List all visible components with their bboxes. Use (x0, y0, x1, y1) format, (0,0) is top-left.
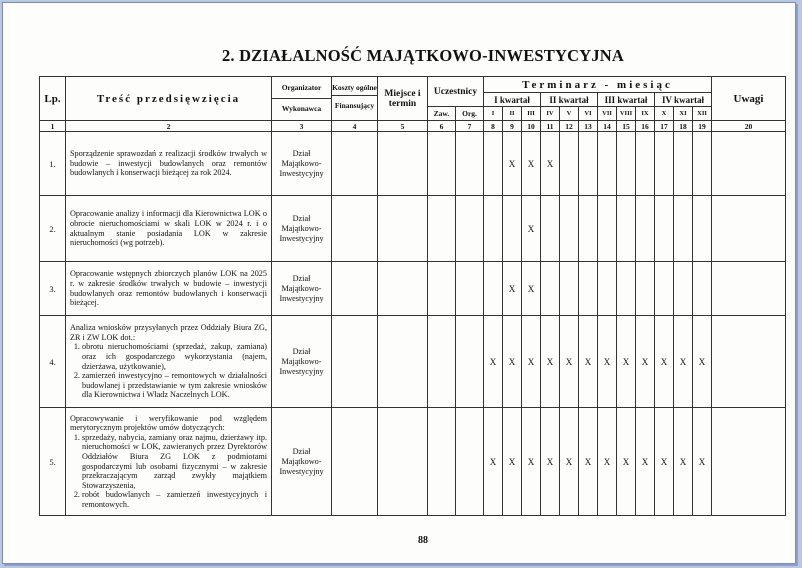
header-kwartal-3: III kwartał (598, 93, 655, 107)
row-org (456, 316, 484, 408)
month-mark: X (522, 316, 541, 408)
row-koszty (332, 408, 378, 516)
column-number: 5 (378, 121, 428, 132)
row-zaw (428, 408, 456, 516)
month-mark (598, 132, 617, 196)
month-mark: X (655, 408, 674, 516)
header-month: IX (636, 107, 655, 121)
header-month: II (503, 107, 522, 121)
month-mark (636, 132, 655, 196)
month-mark: X (503, 316, 522, 408)
month-mark (674, 132, 693, 196)
month-mark: X (636, 316, 655, 408)
column-number: 4 (332, 121, 378, 132)
header-organizator: Organizator (281, 83, 322, 92)
month-mark: X (541, 132, 560, 196)
row-number: 5. (40, 408, 66, 516)
row-miejsce (378, 262, 428, 316)
column-number: 12 (560, 121, 579, 132)
header-kwartal-4: IV kwartał (655, 93, 712, 107)
month-mark: X (541, 316, 560, 408)
description-list-item: 1. obrotu nieruchomościami (sprzedaż, zakup, zamiana) oraz ich gospodarczego wykorzystania (najem, dzierżawa, użytkowanie), (82, 342, 267, 371)
month-mark: X (560, 316, 579, 408)
month-mark (579, 132, 598, 196)
month-mark (579, 196, 598, 262)
row-koszty (332, 262, 378, 316)
column-number: 15 (617, 121, 636, 132)
header-month: VII (598, 107, 617, 121)
month-mark: X (503, 262, 522, 316)
row-org (456, 196, 484, 262)
header-zaw: Zaw. (428, 107, 456, 121)
header-kwartal-1: I kwartał (484, 93, 541, 107)
header-month: VIII (617, 107, 636, 121)
month-mark (560, 132, 579, 196)
month-mark: X (522, 262, 541, 316)
month-mark: X (598, 408, 617, 516)
row-zaw (428, 262, 456, 316)
month-mark (484, 196, 503, 262)
plan-table (39, 76, 786, 516)
row-koszty (332, 316, 378, 408)
row-miejsce (378, 408, 428, 516)
header-month: XI (674, 107, 693, 121)
month-mark (560, 196, 579, 262)
header-kwartal-2: II kwartał (541, 93, 598, 107)
month-mark: X (617, 316, 636, 408)
header-month: XII (693, 107, 712, 121)
description-intro: Opracowanie wstępnych zbiorczych planów LOK na 2025 r. w zakresie środków trwałych w budowie – inwestycji budowlanych oraz remontów budowlanych i konserwacji bieżącej. (70, 269, 267, 308)
row-zaw (428, 132, 456, 196)
header-tresc: Treść przedsięwzięcia (66, 77, 272, 121)
month-mark (674, 196, 693, 262)
row-number: 3. (40, 262, 66, 316)
description-list-item: 2. zamierzeń inwestycyjno – remontowych w działalności budowlanej i przedstawianie w tym zakresie wniosków dla Kierownictwa i Władz Naczelnych LOK. (82, 371, 267, 400)
header-terminarz: Terminarz - miesiąc (484, 77, 712, 93)
month-mark: X (503, 132, 522, 196)
header-month: X (655, 107, 674, 121)
row-org (456, 408, 484, 516)
column-number: 19 (693, 121, 712, 132)
month-mark: X (636, 408, 655, 516)
month-mark: X (617, 408, 636, 516)
row-miejsce (378, 196, 428, 262)
row-organizer: Dział Majątkowo-Inwestycyjny (272, 196, 332, 262)
row-description (66, 196, 272, 262)
header-lp: Lp. (40, 77, 66, 121)
row-number: 4. (40, 316, 66, 408)
row-description (66, 408, 272, 516)
month-mark: X (655, 316, 674, 408)
column-number: 13 (579, 121, 598, 132)
month-mark (693, 196, 712, 262)
row-organizer: Dział Majątkowo-Inwestycyjny (272, 316, 332, 408)
month-mark: X (693, 316, 712, 408)
column-number: 9 (503, 121, 522, 132)
month-mark (541, 262, 560, 316)
header-finansujacy: Finansujący (332, 95, 377, 114)
month-mark: X (560, 408, 579, 516)
month-mark: X (484, 408, 503, 516)
row-description (66, 316, 272, 408)
column-number: 17 (655, 121, 674, 132)
month-mark: X (484, 316, 503, 408)
table-row (40, 408, 786, 516)
header-uwagi: Uwagi (712, 77, 786, 121)
row-org (456, 132, 484, 196)
description-intro: Analiza wniosków przysyłanych przez Oddziały Biura ZG, ZR i ZW LOK dot.: (70, 323, 267, 342)
row-description (66, 262, 272, 316)
row-organizer: Dział Majątkowo-Inwestycyjny (272, 132, 332, 196)
month-mark (484, 262, 503, 316)
table-row (40, 132, 786, 196)
header-month: VI (579, 107, 598, 121)
row-zaw (428, 196, 456, 262)
month-mark: X (598, 316, 617, 408)
month-mark (655, 132, 674, 196)
month-mark (636, 196, 655, 262)
month-mark (541, 196, 560, 262)
month-mark: X (522, 132, 541, 196)
header-miejsce: Miejsce i termin (378, 77, 428, 121)
document-page (2, 2, 796, 564)
column-number: 2 (66, 121, 272, 132)
column-number: 7 (456, 121, 484, 132)
page-title: 2. DZIAŁALNOŚĆ MAJĄTKOWO-INWESTYCYJNA (221, 46, 625, 65)
header-koszty-finansujacy (332, 77, 378, 121)
row-uwagi (712, 196, 786, 262)
month-mark (693, 132, 712, 196)
header-organizator-wykonawca (272, 77, 332, 121)
table-row (40, 196, 786, 262)
description-list-item: 1. sprzedaży, nabycia, zamiany oraz najmu, dzierżawy itp. nieruchomości w LOK, zawieranych przez Dyrektorów Oddziałów Biura ZG LOK z podmiotami gospodarczymi lub osobami fizycznymi – w zakresie przekraczającym zarząd zwykły majątkiem Stowarzyszenia, (82, 433, 267, 491)
row-description (66, 132, 272, 196)
row-org (456, 262, 484, 316)
column-number: 11 (541, 121, 560, 132)
description-list (70, 342, 267, 400)
description-list-item: 2. robót budowlanych – zamierzeń inwestycyjnych i remontowych. (82, 490, 267, 509)
row-zaw (428, 316, 456, 408)
row-number: 2. (40, 196, 66, 262)
month-mark: X (674, 408, 693, 516)
row-uwagi (712, 132, 786, 196)
row-miejsce (378, 316, 428, 408)
column-number: 18 (674, 121, 693, 132)
column-number: 8 (484, 121, 503, 132)
column-number: 3 (272, 121, 332, 132)
month-mark: X (579, 408, 598, 516)
description-intro: Opracowanie analizy i informacji dla Kierownictwa LOK o obrocie nieruchomościami w skali LOK w 2024 r. i o aktualnym stanie posiadania LOK w zakresie nieruchomości (wg potrzeb). (70, 209, 267, 248)
header-org: Org. (456, 107, 484, 121)
row-miejsce (378, 132, 428, 196)
header-wykonawca: Wykonawca (272, 98, 331, 117)
month-mark (636, 262, 655, 316)
row-organizer: Dział Majątkowo-Inwestycyjny (272, 262, 332, 316)
month-mark (693, 262, 712, 316)
month-mark: X (541, 408, 560, 516)
month-mark: X (522, 196, 541, 262)
month-mark (484, 132, 503, 196)
table-row (40, 262, 786, 316)
month-mark (598, 262, 617, 316)
column-number: 20 (712, 121, 786, 132)
column-number: 1 (40, 121, 66, 132)
header-month: III (522, 107, 541, 121)
header-month: V (560, 107, 579, 121)
row-organizer: Dział Majątkowo-Inwestycyjny (272, 408, 332, 516)
row-uwagi (712, 316, 786, 408)
header-uczestnicy: Uczestnicy (428, 77, 484, 107)
month-mark (598, 196, 617, 262)
description-intro: Opracowywanie i weryfikowanie pod względem merytorycznym projektów umów dotyczących: (70, 413, 267, 433)
month-mark: X (674, 316, 693, 408)
row-uwagi (712, 262, 786, 316)
month-mark (560, 262, 579, 316)
table-row (40, 316, 786, 408)
month-mark (617, 132, 636, 196)
header-koszty: Koszty ogólne (332, 83, 377, 92)
row-koszty (332, 132, 378, 196)
month-mark: X (693, 408, 712, 516)
row-number: 1. (40, 132, 66, 196)
header-month: I (484, 107, 503, 121)
month-mark (617, 262, 636, 316)
month-mark (655, 196, 674, 262)
month-mark: X (522, 408, 541, 516)
description-intro: Sporządzenie sprawozdań z realizacji środków trwałych w budowie – inwestycji budowlanych oraz remontów budowlanych i konserwacji bieżącej za rok 2024. (70, 149, 267, 178)
month-mark (674, 262, 693, 316)
description-list (70, 433, 267, 510)
column-number: 16 (636, 121, 655, 132)
row-koszty (332, 196, 378, 262)
month-mark: X (503, 408, 522, 516)
page-number: 88 (418, 535, 428, 546)
column-number: 10 (522, 121, 541, 132)
header-month: IV (541, 107, 560, 121)
month-mark (655, 262, 674, 316)
column-number: 6 (428, 121, 456, 132)
month-mark (579, 262, 598, 316)
month-mark (503, 196, 522, 262)
month-mark (617, 196, 636, 262)
column-number: 14 (598, 121, 617, 132)
row-uwagi (712, 408, 786, 516)
month-mark: X (579, 316, 598, 408)
